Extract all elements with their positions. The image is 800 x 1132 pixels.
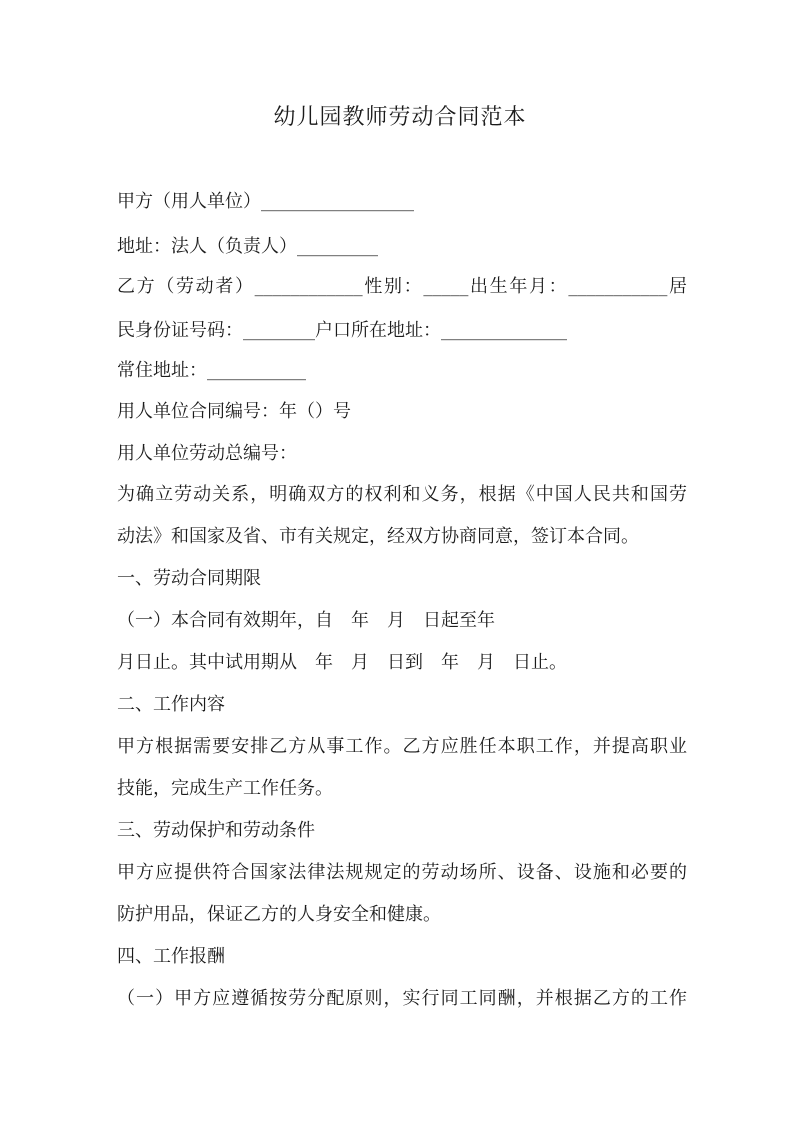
party-a-line: 甲方（用人单位）_________________ <box>117 191 414 212</box>
party-b-line: 乙方（劳动者）____________性别：_____出生年月：___________居 <box>117 276 687 297</box>
section-4-item-1-line-1: （一）甲方应遵循按劳分配原则，实行同工同酬，并根据乙方的工作 <box>117 988 687 1009</box>
preamble-line-1: 为确立劳动关系，明确双方的权利和义务，根据《中国人民共和国劳 <box>117 484 687 505</box>
section-3-body-line-2: 防护用品，保证乙方的人身安全和健康。 <box>117 904 441 925</box>
document-title: 幼儿园教师劳动合同范本 <box>273 105 527 130</box>
address-legal-rep-line: 地址：法人（负责人）_________ <box>117 236 378 257</box>
section-4-heading: 四、工作报酬 <box>117 946 225 967</box>
section-2-heading: 二、工作内容 <box>117 694 225 715</box>
section-2-body-line-2: 技能，完成生产工作任务。 <box>117 778 333 799</box>
section-1-heading: 一、劳动合同期限 <box>117 568 261 589</box>
id-number-line: 民身份证号码：________户口所在地址：______________ <box>117 320 567 341</box>
section-3-heading: 三、劳动保护和劳动条件 <box>117 820 315 841</box>
section-3-body-line-1: 甲方应提供符合国家法律法规规定的劳动场所、设备、设施和必要的 <box>117 862 687 883</box>
total-labor-number-line: 用人单位劳动总编号： <box>117 443 297 464</box>
contract-number-line: 用人单位合同编号：年（）号 <box>117 401 351 422</box>
section-2-body-line-1: 甲方根据需要安排乙方从事工作。乙方应胜任本职工作，并提高职业 <box>117 736 687 757</box>
section-1-item-1-line-2: 月日止。其中试用期从 年 月 日到 年 月 日止。 <box>117 652 567 673</box>
residence-address-line: 常住地址：___________ <box>117 360 306 381</box>
preamble-line-2: 动法》和国家及省、市有关规定，经双方协商同意，签订本合同。 <box>117 526 639 547</box>
section-1-item-1-line-1: （一）本合同有效期年，自 年 月 日起至年 <box>117 610 495 631</box>
